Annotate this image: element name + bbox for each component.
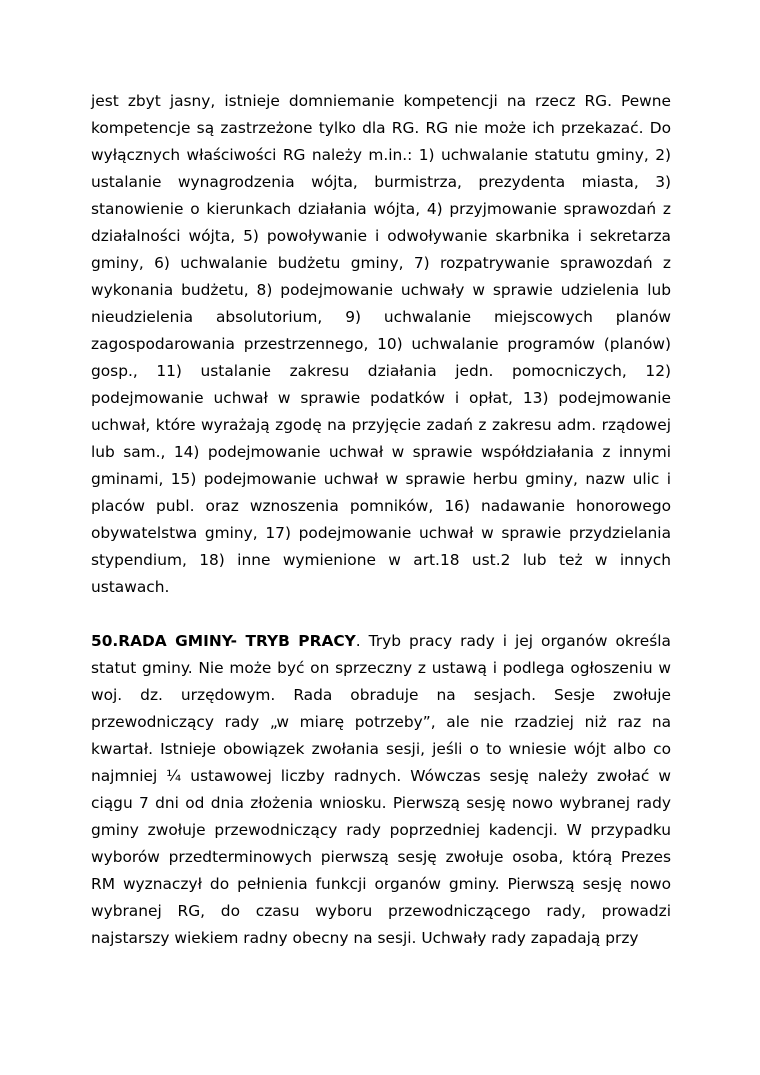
section-heading: 50.RADA GMINY- TRYB PRACY xyxy=(91,632,356,650)
paragraph-text: jest zbyt jasny, istnieje domniemanie kompetencji na rzecz RG. Pewne kompetencje są zastrzeżone tylko dla RG. RG nie może ich przekazać. Do wyłącznych właściwości RG należy m.in.: 1) uchwalanie statutu gminy, 2) ustalanie wynagrodzenia wójta, burmistrza, prezydenta miasta, 3) stanowienie o kierunkach działania wójta, 4) przyjmowanie sprawozdań z działalności wójta, 5) powoływanie i odwoływanie skarbnika i sekretarza gminy, 6) uchwalanie budżetu gminy, 7) rozpatrywanie sprawozdań z wykonania budżetu, 8) podejmowanie uchwały w sprawie udzielenia lub nieudzielenia absolutorium, 9) uchwalanie miejscowych planów zagospodarowania przestrzennego, 10) uchwalanie programów (planów) gosp., 11) ustalanie zakresu działania jedn. pomocniczych, 12) podejmowanie uchwał w sprawie podatków i opłat, 13) podejmowanie uchwał, które wyrażają zgodę na przyjęcie zadań z zakresu adm. rządowej lub sam., 14) podejmowanie uchwał w sprawie współdziałania z innymi gminami, 15) podejmowanie uchwał w sprawie herbu gminy, nazw ulic i placów publ. oraz wznoszenia pomników, 16) nadawanie honorowego obywatelstwa gminy, 17) podejmowanie uchwał w sprawie przydzielania stypendium, 18) inne wymienione w art.18 ust.2 lub też w innych ustawach. xyxy=(91,92,671,596)
paragraph-text: . Tryb pracy rady i jej organów określa statut gminy. Nie może być on sprzeczny z ustawą i podlega ogłoszeniu w woj. dz. urzędowym. Rada obraduje na sesjach. Sesje zwołuje przewodniczący rady „w miarę potrzeby”, ale nie rzadziej niż raz na kwartał. Istnieje obowiązek zwołania sesji, jeśli o to wniesie wójt albo co najmniej ¼ ustawowej liczby radnych. Wówczas sesję należy zwołać w ciągu 7 dni od dnia złożenia wniosku. Pierwszą sesję nowo wybranej rady gminy zwołuje przewodniczący rady poprzedniej kadencji. W przypadku wyborów przedterminowych pierwszą sesję zwołuje osoba, którą Prezes RM wyznaczył do pełnienia funkcji organów gminy. Pierwszą sesję nowo wybranej RG, do czasu wyboru przewodniczącego rady, prowadzi najstarszy wiekiem radny obecny na sesji. Uchwały rady zapadają przy xyxy=(91,632,671,947)
document-page xyxy=(91,88,671,952)
paragraph-rg-competences xyxy=(91,88,671,601)
paragraph-rada-gminy-tryb-pracy xyxy=(91,628,671,952)
